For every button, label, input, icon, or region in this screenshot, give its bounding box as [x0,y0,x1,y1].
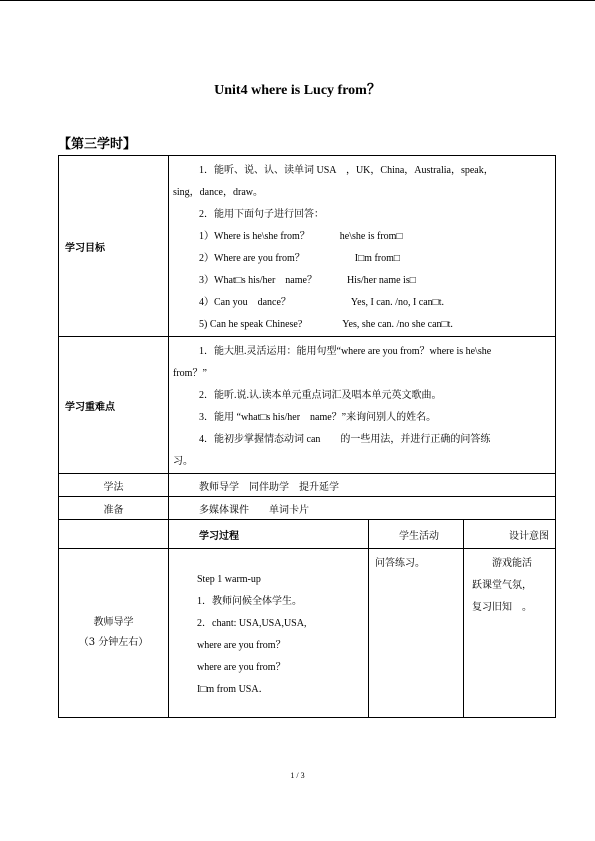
keypoints-line: 2．能听.说.认.读本单元重点词汇及唱本单元英文歌曲。 [199,390,442,401]
step-label-main: 教师导学 [93,617,134,628]
keypoints-line: 4．能初步掌握情态动词 can 的一些用法，并进行正确的问答练 [199,434,491,445]
step-label-time: （3 分钟左右） [78,637,149,648]
header-activity: 学生活动 [369,520,464,549]
lesson-heading: 【第三学时】 [58,137,137,152]
prep-row [59,497,556,520]
step-process [169,549,369,718]
goals-line: 1）Where is he\she from？ he\she is from□ [199,231,403,242]
activity-text: 问答练习。 [375,558,425,569]
keypoints-content [169,337,556,474]
keypoints-label: 学习重难点 [59,337,169,474]
keypoints-line: 1．能大胆.灵活运用：能用句型“where are you from？where is he\she [199,346,492,357]
process-line: 2．chant: USA,USA,USA, [197,618,307,629]
process-header-row [59,520,556,549]
header-blank [59,520,169,549]
prep-label: 准备 [59,497,169,520]
goals-line: 1．能听、说、认、读单词 USA ，UK，China，Australia，speak， [199,165,494,176]
keypoints-line: from？” [173,368,207,379]
header-intent: 设计意图 [464,520,556,549]
goals-label: 学习目标 [59,156,169,337]
keypoints-line: 3．能用 “what□s his/her name？”来询问别人的姓名。 [199,412,437,423]
top-rule [0,0,595,1]
goals-line: 3）What□s his/her name？ His/her name is□ [199,275,416,286]
intent-line: 跃课堂气氛， [472,580,532,591]
page-title: Unit4 where is Lucy from？ [214,83,381,98]
intent-line: 游戏能活 [492,558,532,569]
process-line: 1．教师问候全体学生。 [197,596,302,607]
step-activity [369,549,464,718]
goals-content [169,156,556,337]
step-intent [464,549,556,718]
keypoints-line: 习。 [173,456,193,467]
method-row [59,474,556,497]
method-value: 教师导学 同伴助学 提升延学 [169,474,556,497]
step-label [59,549,169,718]
process-line: where are you from？ [197,662,286,673]
keypoints-row [59,337,556,474]
process-line: where are you from？ [197,640,286,651]
method-label: 学法 [59,474,169,497]
goals-line: 2．能用下面句子进行回答： [199,209,324,220]
process-line: Step 1 warm-up [197,574,261,585]
prep-value: 多媒体课件 单词卡片 [169,497,556,520]
goals-row [59,156,556,337]
process-line: I□m from USA． [197,684,269,695]
goals-line: sing，dance，draw。 [173,187,263,198]
goals-line: 2）Where are you from？ I□m from□ [199,253,400,264]
intent-line: 复习旧知 。 [472,602,532,613]
goals-line: 5) Can he speak Chinese? Yes, she can. /no she can□t. [199,319,453,330]
page-number: 1 / 3 [290,771,305,780]
lesson-plan-table [58,155,556,718]
header-process: 学习过程 [169,520,369,549]
step-row [59,549,556,718]
goals-line: 4）Can you dance？ Yes, I can. /no, I can□t. [199,297,444,308]
